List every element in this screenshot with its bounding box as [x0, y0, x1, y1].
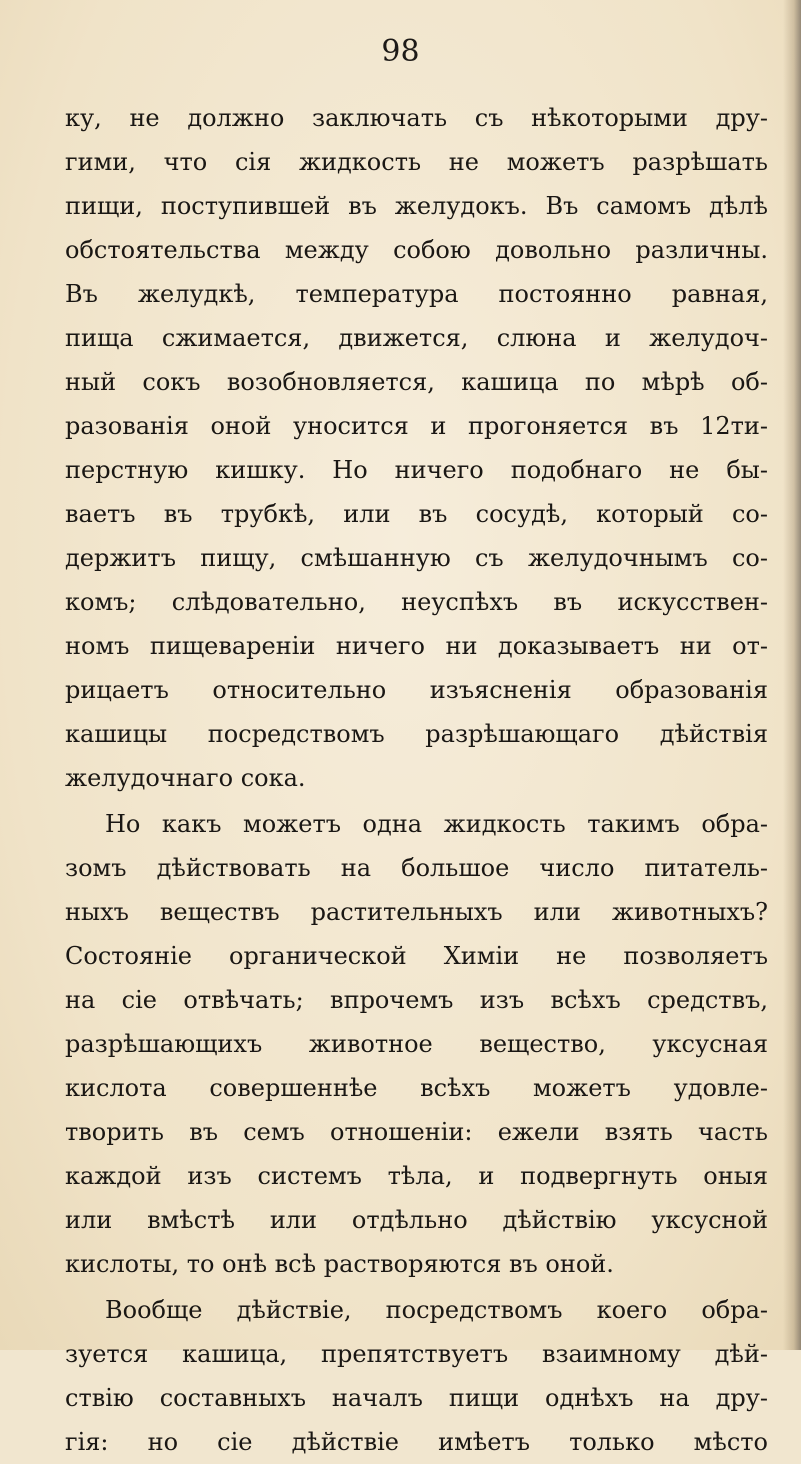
- text-line: пищи, поступившей въ желудокъ. Въ самомъ дѣлѣ: [65, 192, 768, 220]
- paragraph-1: [65, 96, 768, 800]
- text-line: гими, что сія жидкость не можетъ разрѣшать: [65, 148, 768, 176]
- text-line: гія: но сіе дѣйствіе имѣетъ только мѣсто: [65, 1428, 768, 1456]
- paragraph-2: [65, 802, 768, 1286]
- text-line: на сіе отвѣчать; впрочемъ изъ всѣхъ средствъ,: [65, 986, 768, 1014]
- paragraph-3: [65, 1288, 768, 1464]
- text-line: кашицы посредствомъ разрѣшающаго дѣйствія: [65, 720, 768, 748]
- body-text: [65, 96, 768, 1464]
- text-line: разованія оной уносится и прогоняется въ 12ти-: [65, 412, 768, 440]
- text-line: ваетъ въ трубкѣ, или въ сосудѣ, который со-: [65, 500, 768, 528]
- text-line: рицаетъ относительно изъясненія образованія: [65, 676, 768, 704]
- text-line: Вообще дѣйствіе, посредствомъ коего обра-: [105, 1296, 768, 1324]
- text-line: обстоятельства между собою довольно различны.: [65, 236, 768, 264]
- text-line: кислоты, то онѣ всѣ растворяются въ оной.: [65, 1250, 614, 1278]
- text-line: ствію составныхъ началъ пищи однѣхъ на дру-: [65, 1384, 768, 1412]
- text-line: пища сжимается, движется, слюна и желудоч-: [65, 324, 768, 352]
- text-line: кислота совершеннѣе всѣхъ можетъ удовле-: [65, 1074, 768, 1102]
- text-line: Въ желудкѣ, температура постоянно равная,: [65, 280, 768, 308]
- text-line: каждой изъ системъ тѣла, и подвергнуть оныя: [65, 1162, 768, 1190]
- text-line: разрѣшающихъ животное вещество, уксусная: [65, 1030, 768, 1058]
- page-number: 98: [381, 34, 420, 69]
- text-line: ныхъ веществъ растительныхъ или животныхъ?: [65, 898, 768, 926]
- text-line: Но какъ можетъ одна жидкость такимъ обра-: [105, 810, 768, 838]
- page-edge-shadow: [783, 0, 801, 1350]
- text-line: держитъ пищу, смѣшанную съ желудочнымъ со-: [65, 544, 768, 572]
- text-line: комъ; слѣдовательно, неуспѣхъ въ искусствен-: [65, 588, 768, 616]
- text-line: номъ пищевареніи ничего ни доказываетъ ни от-: [65, 632, 768, 660]
- text-line: зомъ дѣйствовать на большое число питатель-: [65, 854, 768, 882]
- text-line: ный сокъ возобновляется, кашица по мѣрѣ об-: [65, 368, 768, 396]
- text-line: зуется кашица, препятствуетъ взаимному дѣй-: [65, 1340, 768, 1368]
- text-line: ку, не должно заключать съ нѣкоторыми дру-: [65, 104, 768, 132]
- text-line: Состояніе органической Химіи не позволяетъ: [65, 942, 768, 970]
- text-line: или вмѣстѣ или отдѣльно дѣйствію уксусной: [65, 1206, 768, 1234]
- text-line: желудочнаго сока.: [65, 764, 306, 792]
- text-line: перстную кишку. Но ничего подобнаго не бы-: [65, 456, 768, 484]
- text-line: творить въ семъ отношеніи: ежели взять часть: [65, 1118, 768, 1146]
